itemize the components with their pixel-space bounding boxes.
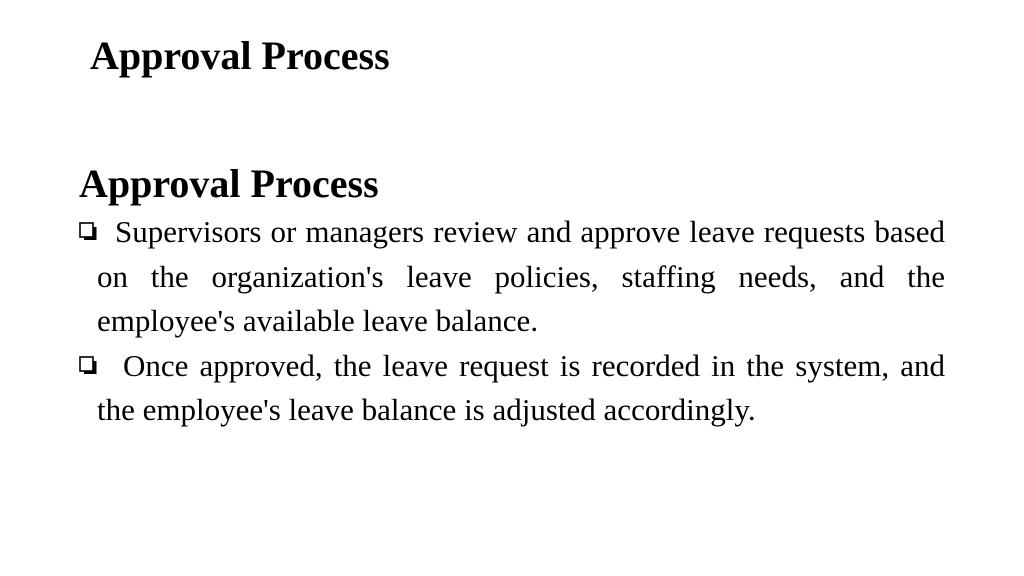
bullet-text: Once approved, the leave request is recorded in the system, and the employee's leave balance is adjusted accordingly.: [97, 347, 945, 427]
slide-title: Approval Process: [90, 33, 390, 78]
bullet-item: [79, 344, 945, 433]
section-heading: Approval Process: [79, 161, 379, 206]
hollow-square-bullet-icon: [79, 222, 97, 242]
hollow-square-bullet-icon: [79, 356, 97, 376]
bullet-text: Supervisors or managers review and approve leave requests based on the organization's leave policies, staffing needs, and the employee's available leave balance.: [97, 214, 945, 338]
bullet-item: [79, 210, 945, 344]
content-area: [79, 160, 945, 433]
